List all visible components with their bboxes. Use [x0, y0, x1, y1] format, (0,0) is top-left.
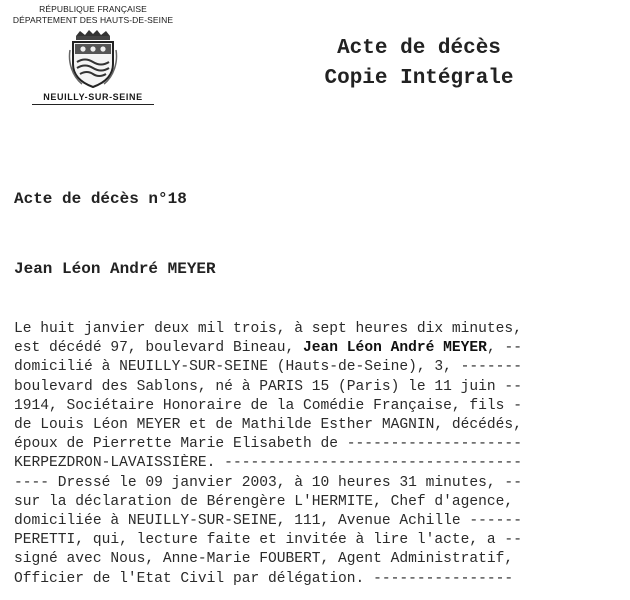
issuer-block [0, 4, 186, 105]
document-title [276, 34, 562, 94]
body-line: PERETTI, qui, lecture faite et invitée à lire l'acte, a -- [14, 532, 522, 549]
department-label: DÉPARTEMENT DES HAUTS-DE-SEINE [12, 15, 174, 25]
body-line: domicilié à NEUILLY-SUR-SEINE (Hauts-de-Seine), 3, ------- [14, 359, 522, 376]
coat-of-arms-icon [68, 30, 118, 88]
body-line: sur la déclaration de Bérengère L'HERMITE, Chef d'agence, [14, 493, 514, 510]
body-line: KERPEZDRON-LAVAISSIÈRE. ---------------------------------- [14, 455, 522, 472]
record-body [14, 320, 616, 589]
deceased-name-inline: Jean Léon André MEYER [303, 340, 487, 357]
body-line: Officier de l'Etat Civil par délégation. ---------------- [14, 570, 514, 587]
body-line: époux de Pierrette Marie Elisabeth de -------------------- [14, 436, 522, 453]
body-line: 1914, Sociétaire Honoraire de la Comédie Française, fils - [14, 397, 522, 414]
city-label: NEUILLY-SUR-SEINE [43, 92, 143, 102]
body-line: boulevard des Sablons, né à PARIS 15 (Paris) le 11 juin -- [14, 378, 522, 395]
body-line: signé avec Nous, Anne-Marie FOUBERT, Agent Administratif, [14, 551, 514, 568]
body-line: domiciliée à NEUILLY-SUR-SEINE, 111, Avenue Achille ------ [14, 513, 522, 530]
record-number: Acte de décès n°18 [14, 190, 187, 208]
body-line: Le huit janvier deux mil trois, à sept heures dix minutes, [14, 321, 522, 337]
republic-label: RÉPUBLIQUE FRANÇAISE [39, 4, 147, 14]
body-line: ---- Dressé le 09 janvier 2003, à 10 heures 31 minutes, -- [14, 474, 522, 491]
title-line-2: Copie Intégrale [324, 67, 514, 90]
title-line-1: Acte de décès [337, 37, 501, 60]
deceased-name-heading: Jean Léon André MEYER [14, 260, 216, 278]
city-underline [32, 104, 154, 105]
body-line: est décédé 97, boulevard Bineau, Jean Léon André MEYER, -- [14, 340, 522, 357]
body-line: de Louis Léon MEYER et de Mathilde Esther MAGNIN, décédés, [14, 417, 522, 434]
